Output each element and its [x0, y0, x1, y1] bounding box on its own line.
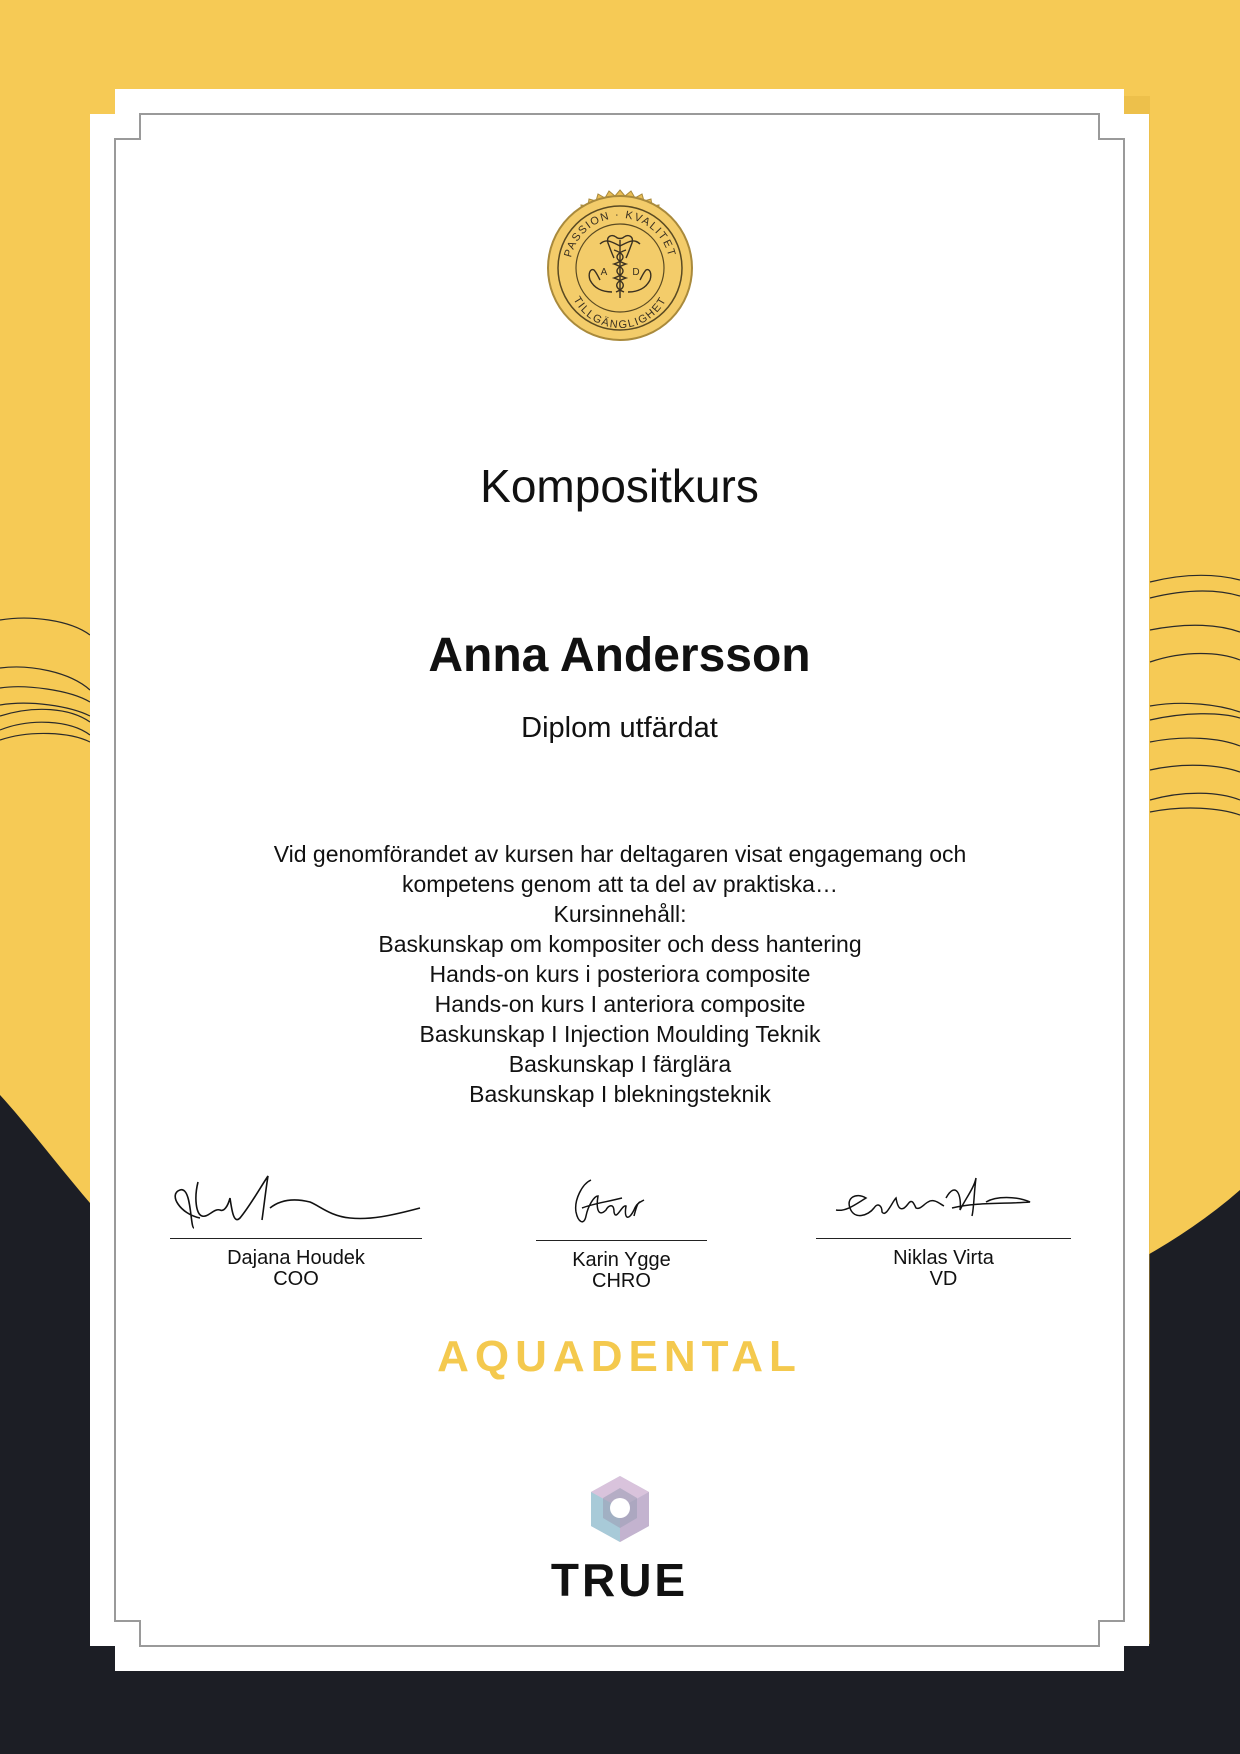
handwritten-signature — [536, 1168, 707, 1240]
description-line: Hands-on kurs I anteriora composite — [434, 991, 806, 1017]
signer-name: Karin Ygge — [572, 1249, 671, 1271]
description-line: Hands-on kurs i posteriora composite — [429, 961, 811, 987]
signer-name: Niklas Virta — [893, 1247, 994, 1269]
description-line: Kursinnehåll: — [553, 901, 687, 927]
description-line: Baskunskap om kompositer och dess hantering — [378, 931, 862, 957]
signature-block — [170, 1168, 422, 1298]
description-line: Baskunskap I färglära — [508, 1051, 732, 1077]
signature-block — [536, 1168, 707, 1298]
course-title: Kompositkurs — [480, 460, 759, 512]
seal-text-bottom: TILLGÄNGLIGHET — [570, 294, 670, 332]
diploma-subtitle: Diplom utfärdat — [521, 712, 718, 744]
description-line: kompetens genom att ta del av praktiska… — [402, 871, 838, 897]
handwritten-signature — [816, 1168, 1071, 1238]
signer-role: CHRO — [592, 1270, 651, 1292]
signer-role: COO — [273, 1268, 319, 1290]
description-line: Vid genomförandet av kursen har deltagaren visat engagemang och — [273, 841, 967, 867]
recipient-name: Anna Andersson — [428, 629, 811, 682]
hexagon-cube-icon — [585, 1474, 655, 1546]
seal-emblem — [540, 188, 700, 348]
handwritten-signature — [170, 1168, 422, 1238]
description-line: Baskunskap I blekningsteknik — [469, 1081, 771, 1107]
course-description — [240, 839, 1000, 1109]
seal-letter-left: A — [600, 267, 608, 278]
signer-name: Dajana Houdek — [227, 1247, 365, 1269]
signer-role: VD — [929, 1268, 958, 1290]
seal-text-top: PASSION · KVALITET — [562, 208, 678, 259]
description-line: Baskunskap I Injection Moulding Teknik — [419, 1021, 821, 1047]
seal-letter-right: D — [632, 267, 640, 278]
signature-block — [816, 1168, 1071, 1298]
true-logo-text: TRUE — [550, 1554, 689, 1606]
aquadental-logo: AQUADENTAL — [437, 1332, 802, 1381]
